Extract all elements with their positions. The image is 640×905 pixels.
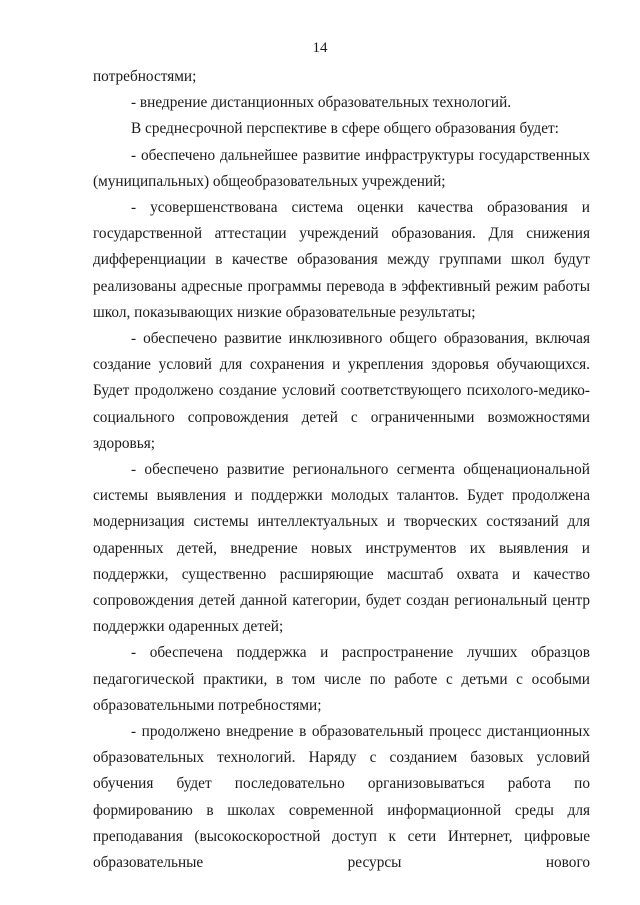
- paragraph-talent-support: - обеспечено развитие регионального сегмента общенациональной системы выявления и поддержки молодых талантов. Будет продолжена модернизация системы интеллектуальных и творческих состязаний для одаренных детей, внедрение новых инструментов их выявления и поддержки, существенно расширяющие масштаб охвата и качество сопровождения детей данной категории, будет создан региональный центр поддержки одаренных детей;: [93, 461, 590, 636]
- paragraph-continuation: потребностями;: [93, 68, 197, 85]
- paragraph-inclusive-education: - обеспечено развитие инклюзивного общего образования, включая создание условий для сохранения и укрепления здоровья обучающихся. Будет продолжено создание условий соответствующего психолого-медико-социального сопровождения детей с ограниченными возможностями здоровья;: [93, 330, 590, 452]
- paragraph-remote-tech: - внедрение дистанционных образовательных технологий.: [131, 94, 512, 112]
- paragraph-quality-assessment: - усовершенствована система оценки качества образования и государственной аттестации учреждений образования. Для снижения дифференциации в качестве образования между группами школ будут реализованы адресные программы перевода в эффективный режим работы школ, показывающих низкие образовательные результаты;: [93, 199, 590, 321]
- paragraph-midterm-intro: В среднесрочной перспективе в сфере общего образования будет:: [131, 120, 559, 138]
- document-body: [93, 64, 590, 876]
- paragraph-distance-learning: - продолжено внедрение в образовательный процесс дистанционных образовательных технологий. Наряду с созданием базовых условий обучения будет последовательно организовываться работа по формированию в школах современной информационной среды для преподавания (высокоскоростной доступ к сети Интернет, цифровые образовательные ресурсы нового: [93, 723, 590, 872]
- page-number: 14: [312, 40, 328, 56]
- paragraph-infrastructure: - обеспечено дальнейшее развитие инфраструктуры государственных (муниципальных) общеобразовательных учреждений;: [93, 146, 590, 190]
- paragraph-best-practices: - обеспечена поддержка и распространение лучших образцов педагогической практики, в том числе по работе с детьми с особыми образовательными потребностями;: [93, 644, 590, 714]
